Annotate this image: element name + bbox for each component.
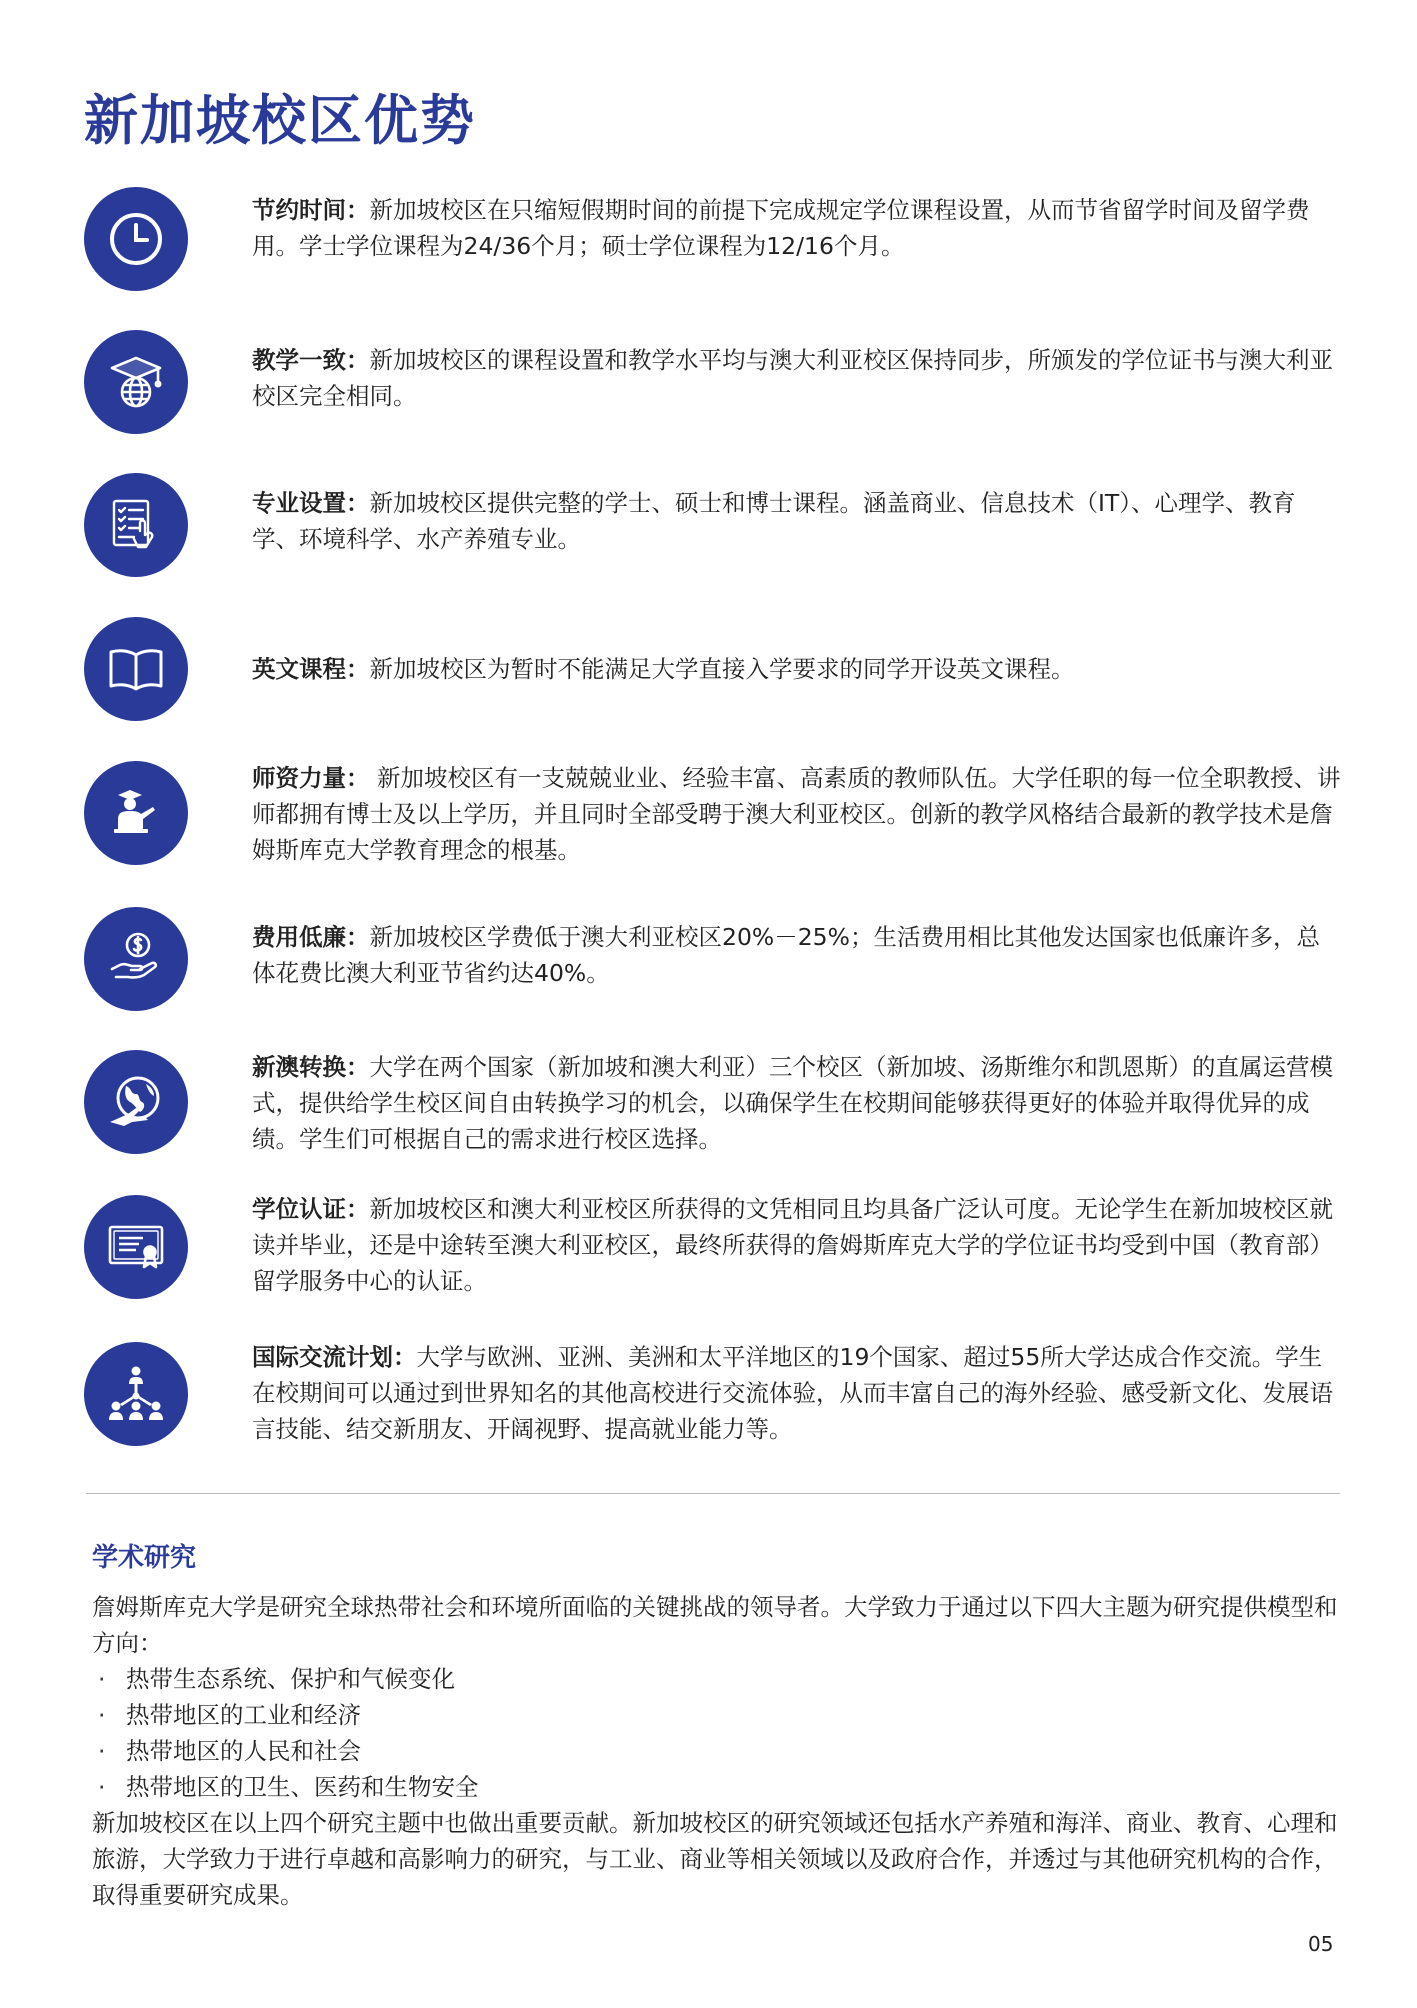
bullet-text: 热带地区的工业和经济 [126,1701,361,1729]
advantage-text [252,1191,1342,1299]
bullet-mark: · [98,1665,106,1693]
advantage-body: 新加坡校区在只缩短假期时间的前提下完成规定学位课程设置，从而节省留学时间及留学费用。学士学位课程为24/36个月；硕士学位课程为12/16个月。 [252,196,1310,260]
page-number: 05 [1308,1932,1334,1956]
certificate-icon [84,1195,188,1299]
advantage-item [84,1195,1354,1305]
advantage-item [84,187,1354,297]
advantage-item [84,1342,1354,1452]
advantage-text [252,919,1342,991]
advantage-text [252,651,1342,687]
advantage-item [84,473,1354,583]
advantage-label: 英文课程： [252,655,370,683]
list-item [92,1661,1292,1697]
advantage-label: 专业设置： [252,489,370,517]
advantage-text [252,485,1342,557]
list-item [92,1733,1292,1769]
advantage-item [84,1050,1354,1160]
checklist-icon [84,473,188,577]
bullet-mark: · [98,1773,106,1801]
advantage-body: 新加坡校区的课程设置和教学水平均与澳大利亚校区保持同步，所颁发的学位证书与澳大利亚校区完全相同。 [252,346,1333,410]
advantage-item [84,907,1354,1017]
section-divider [86,1493,1340,1494]
research-intro: 詹姆斯库克大学是研究全球热带社会和环境所面临的关键挑战的领导者。大学致力于通过以下四大主题为研究提供模型和方向： [92,1593,1338,1657]
advantage-label: 学位认证： [252,1195,370,1223]
network-people-icon [84,1342,188,1446]
advantage-body: 大学在两个国家（新加坡和澳大利亚）三个校区（新加坡、汤斯维尔和凯恩斯）的直属运营模式，提供给学生校区间自由转换学习的机会，以确保学生在校期间能够获得更好的体验并取得优异的成绩。学生们可根据自己的需求进行校区选择。 [252,1053,1333,1153]
advantage-label: 节约时间： [252,196,370,224]
advantage-body: 新加坡校区为暂时不能满足大学直接入学要求的同学开设英文课程。 [369,655,1075,683]
advantage-label: 费用低廉： [252,923,370,951]
advantage-text [252,1339,1342,1447]
advantage-label: 教学一致： [252,346,370,374]
research-title: 学术研究 [92,1543,197,1573]
advantage-body: 新加坡校区和澳大利亚校区所获得的文凭相同且均具备广泛认可度。无论学生在新加坡校区就读并毕业，还是中途转至澳大利亚校区，最终所获得的詹姆斯库克大学的学位证书均受到中国（教育部）留学服务中心的认证。 [252,1195,1333,1295]
research-bullets [92,1661,1292,1805]
advantage-body: 大学与欧洲、亚洲、美洲和太平洋地区的19个国家、超过55所大学达成合作交流。学生在校期间可以通过到世界知名的其他高校进行交流体验，从而丰富自己的海外经验、感受新文化、发展语言技能、结交新朋友、开阔视野、提高就业能力等。 [252,1343,1333,1443]
money-hand-icon [84,907,188,1011]
page-title: 新加坡校区优势 [84,89,476,152]
advantage-item [84,617,1354,727]
list-item [92,1769,1292,1805]
clock-icon [84,187,188,291]
advantage-label: 国际交流计划： [252,1343,417,1371]
advantage-text [252,342,1342,414]
open-book-icon [84,617,188,721]
bullet-text: 热带生态系统、保护和气候变化 [126,1665,455,1693]
bullet-mark: · [98,1701,106,1729]
advantage-text [252,192,1342,264]
list-item [92,1697,1292,1733]
advantage-label: 新澳转换： [252,1053,370,1081]
advantage-body: 新加坡校区有一支兢兢业业、经验丰富、高素质的教师队伍。大学任职的每一位全职教授、讲师都拥有博士及以上学历，并且同时全部受聘于澳大利亚校区。创新的教学风格结合最新的教学技术是詹姆斯库克大学教育理念的根基。 [252,764,1341,864]
graduation-globe-icon [84,330,188,434]
bullet-text: 热带地区的卫生、医药和生物安全 [126,1773,479,1801]
advantage-body: 新加坡校区学费低于澳大利亚校区20%－25%；生活费用相比其他发达国家也低廉许多，总体花费比澳大利亚节省约达40%。 [252,923,1320,987]
advantage-body: 新加坡校区提供完整的学士、硕士和博士课程。涵盖商业、信息技术（IT）、心理学、教育学、环境科学、水产养殖专业。 [252,489,1296,553]
research-closing: 新加坡校区在以上四个研究主题中也做出重要贡献。新加坡校区的研究领域还包括水产养殖和海洋、商业、教育、心理和旅游，大学致力于进行卓越和高影响力的研究，与工业、商业等相关领域以及政府合作，并透过与其他研究机构的合作，取得重要研究成果。 [92,1809,1338,1909]
advantage-item [84,330,1354,440]
bullet-mark: · [98,1737,106,1765]
teacher-icon [84,761,188,865]
advantage-text [252,760,1342,868]
bullet-text: 热带地区的人民和社会 [126,1737,361,1765]
advantage-item [84,761,1354,871]
advantage-label: 师资力量： [252,764,370,792]
advantage-text [252,1049,1342,1157]
globe-plane-icon [84,1050,188,1154]
